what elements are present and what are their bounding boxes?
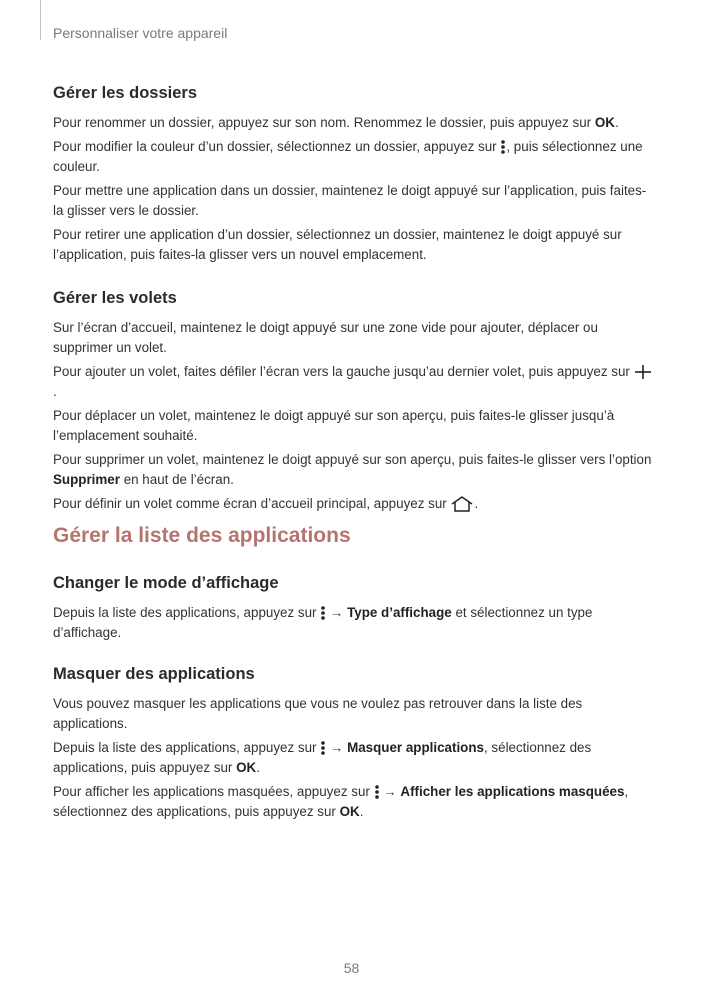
chapter-apps-list: Gérer la liste des applications — [53, 524, 351, 547]
home-icon — [450, 496, 474, 512]
section-apps-list — [53, 524, 653, 548]
running-header: Personnaliser votre appareil — [53, 25, 228, 41]
more-vertical-icon — [320, 605, 326, 621]
folders-add-app-paragraph: Pour mettre une application dans un dossier, maintenez le doigt appuyé sur l’application, puis faites-la glisser vers le dossier. — [53, 183, 647, 218]
more-vertical-icon — [320, 740, 326, 756]
hide-intro-paragraph: Vous pouvez masquer les applications que vous ne voulez pas retrouver dans la liste des applications. — [53, 696, 583, 731]
show-hidden-apps-paragraph: Pour afficher les applications masquées, appuyez sur → Afficher les applications masquées, sélectionnez des applications, puis appuyez sur OK. — [53, 784, 629, 819]
panels-delete-paragraph: Pour supprimer un volet, maintenez le doigt appuyé sur son aperçu, puis faites-le glisser vers l’option Supprimer en haut de l’écran. — [53, 452, 652, 487]
header-rule — [40, 0, 41, 40]
hide-apps-paragraph: Depuis la liste des applications, appuyez sur → Masquer applications, sélectionnez des applications, puis appuyez sur OK. — [53, 740, 592, 775]
section-hide-apps — [53, 665, 653, 826]
section-folders — [53, 84, 653, 269]
more-vertical-icon — [500, 139, 506, 155]
page-number: 58 — [343, 960, 360, 976]
folders-rename-paragraph: Pour renommer un dossier, appuyez sur son nom. Renommez le dossier, puis appuyez sur OK. — [53, 115, 619, 130]
panels-add-paragraph: Pour ajouter un volet, faites défiler l’écran vers la gauche jusqu’au dernier volet, puis appuyez sur . — [53, 362, 653, 402]
heading-panels: Gérer les volets — [53, 289, 177, 307]
section-view-mode — [53, 574, 653, 647]
folders-color-paragraph: Pour modifier la couleur d’un dossier, sélectionnez un dossier, appuyez sur , puis sélectionnez une couleur. — [53, 139, 643, 174]
folders-remove-app-paragraph: Pour retirer une application d’un dossier, sélectionnez un dossier, maintenez le doigt appuyé sur l’application, puis faites-la glisser vers un nouvel emplacement. — [53, 227, 622, 262]
view-mode-paragraph: Depuis la liste des applications, appuyez sur → Type d’affichage et sélectionnez un type d’affichage. — [53, 605, 593, 640]
plus-icon — [634, 364, 652, 380]
panels-intro-paragraph: Sur l’écran d’accueil, maintenez le doigt appuyé sur une zone vide pour ajouter, déplacer ou supprimer un volet. — [53, 320, 598, 355]
section-panels — [53, 289, 653, 518]
heading-hide-apps: Masquer des applications — [53, 665, 255, 683]
heading-view-mode: Changer le mode d’affichage — [53, 574, 279, 592]
panels-home-paragraph: Pour définir un volet comme écran d’accueil principal, appuyez sur . — [53, 496, 479, 511]
panels-move-paragraph: Pour déplacer un volet, maintenez le doigt appuyé sur son aperçu, puis faites-le glisser jusqu’à l’emplacement souhaité. — [53, 408, 615, 443]
heading-folders: Gérer les dossiers — [53, 84, 198, 102]
more-vertical-icon — [374, 784, 380, 800]
